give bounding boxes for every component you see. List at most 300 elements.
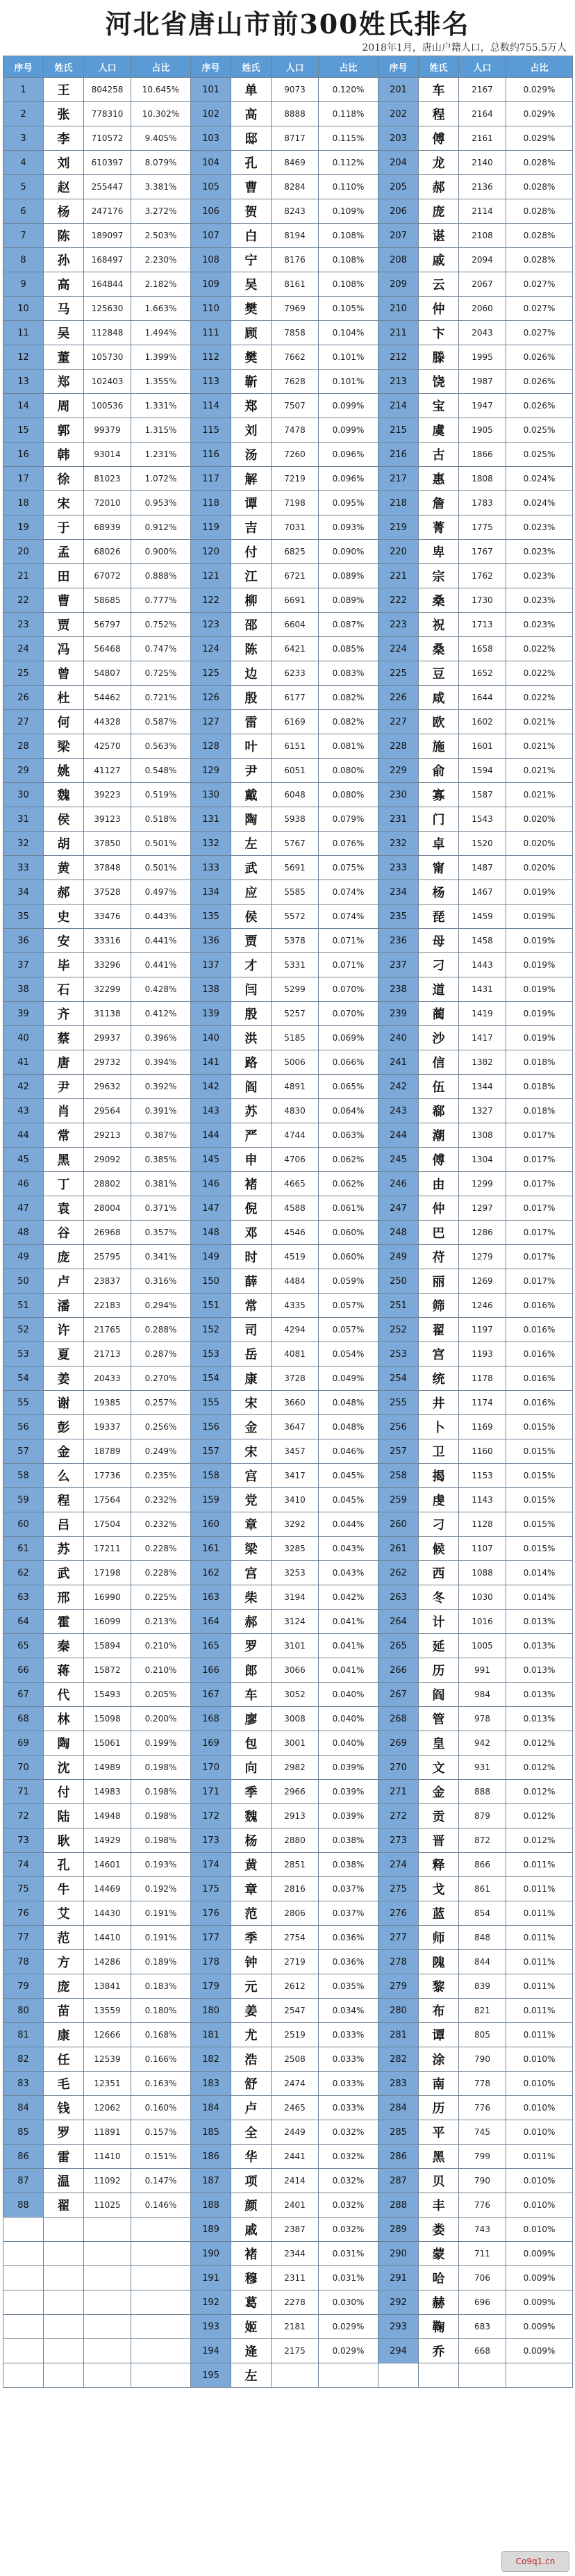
rank-cell: 240: [378, 1026, 419, 1050]
population-cell: 68026: [84, 540, 131, 564]
surname-cell: 岳: [231, 1342, 272, 1367]
table-row: [3, 759, 573, 783]
share-cell: 0.235%: [131, 1464, 191, 1488]
rank-cell: 227: [378, 710, 419, 734]
surname-cell: 谢: [44, 1391, 84, 1415]
share-cell: 0.115%: [319, 126, 378, 151]
surname-cell: 柳: [231, 588, 272, 613]
rank-cell: 119: [191, 515, 231, 540]
population-cell: 2547: [272, 1999, 319, 2023]
surname-cell: 党: [231, 1488, 272, 1512]
surname-cell: 曹: [231, 175, 272, 199]
share-cell: 0.011%: [506, 2023, 573, 2047]
share-cell: 0.015%: [506, 1537, 573, 1561]
population-cell: 29937: [84, 1026, 131, 1050]
rank-cell: 241: [378, 1050, 419, 1075]
table-row: [3, 2339, 573, 2363]
share-cell: 0.019%: [506, 953, 573, 977]
rank-cell: 2: [3, 102, 44, 126]
surname-cell: 于: [44, 515, 84, 540]
rank-cell: 286: [378, 2145, 419, 2169]
population-cell: 2344: [272, 2242, 319, 2266]
population-cell: 33476: [84, 905, 131, 929]
rank-cell: 102: [191, 102, 231, 126]
population-cell: 706: [459, 2266, 506, 2290]
share-cell: 0.019%: [506, 977, 573, 1002]
population-cell: 2161: [459, 126, 506, 151]
table-row: [3, 564, 573, 588]
surname-cell: 逄: [231, 2339, 272, 2363]
table-row: [3, 1245, 573, 1269]
rank-cell: 52: [3, 1318, 44, 1342]
rank-cell: 246: [378, 1172, 419, 1196]
population-cell: 15894: [84, 1634, 131, 1658]
share-cell: 0.147%: [131, 2169, 191, 2193]
population-cell: 3285: [272, 1537, 319, 1561]
surname-cell: 殷: [231, 1002, 272, 1026]
population-cell: 7969: [272, 297, 319, 321]
surname-cell: 翟: [44, 2193, 84, 2218]
surname-cell: 宋: [231, 1439, 272, 1464]
rank-cell: 128: [191, 734, 231, 759]
table-row: [3, 345, 573, 370]
surname-cell: 饶: [419, 370, 459, 394]
population-cell: 14286: [84, 1950, 131, 1974]
population-cell: 888: [459, 1780, 506, 1804]
rank-cell: 252: [378, 1318, 419, 1342]
share-cell: 0.090%: [319, 540, 378, 564]
population-cell: 12666: [84, 2023, 131, 2047]
surname-cell: 钟: [231, 1950, 272, 1974]
rank-cell: 31: [3, 807, 44, 832]
rank-cell: 265: [378, 1634, 419, 1658]
share-cell: 1.072%: [131, 467, 191, 491]
surname-cell: 翟: [419, 1318, 459, 1342]
rank-cell: 23: [3, 613, 44, 637]
population-cell: 1417: [459, 1026, 506, 1050]
share-cell: 0.013%: [506, 1610, 573, 1634]
table-row: [3, 1196, 573, 1221]
population-cell: 2043: [459, 321, 506, 345]
share-cell: 0.066%: [319, 1050, 378, 1075]
rank-cell: 173: [191, 1828, 231, 1853]
population-cell: 29213: [84, 1123, 131, 1148]
rank-cell: 287: [378, 2169, 419, 2193]
population-cell: 4294: [272, 1318, 319, 1342]
share-cell: 0.023%: [506, 588, 573, 613]
surname-cell: 季: [231, 1926, 272, 1950]
rank-cell: 36: [3, 929, 44, 953]
surname-cell: 金: [419, 1780, 459, 1804]
table-row: [3, 1926, 573, 1950]
surname-cell: 俞: [419, 759, 459, 783]
population-cell: 821: [459, 1999, 506, 2023]
table-row: [3, 588, 573, 613]
population-cell: 1246: [459, 1294, 506, 1318]
share-cell: 0.033%: [319, 2047, 378, 2072]
population-cell: 12539: [84, 2047, 131, 2072]
rank-cell: 123: [191, 613, 231, 637]
population-cell: 1286: [459, 1221, 506, 1245]
population-cell: 1299: [459, 1172, 506, 1196]
surname-cell: 苏: [44, 1537, 84, 1561]
share-cell: 0.074%: [319, 905, 378, 929]
surname-cell: 方: [44, 1950, 84, 1974]
table-row: [3, 1756, 573, 1780]
share-cell: 0.030%: [319, 2290, 378, 2315]
surname-cell: 西: [419, 1561, 459, 1585]
population-cell: 1520: [459, 832, 506, 856]
surname-cell: 许: [44, 1318, 84, 1342]
share-cell: 0.034%: [319, 1999, 378, 2023]
rank-cell: 148: [191, 1221, 231, 1245]
surname-cell: 车: [419, 78, 459, 102]
table-row: [3, 1901, 573, 1926]
rank-cell: 244: [378, 1123, 419, 1148]
surname-cell: 贺: [231, 199, 272, 224]
empty-cell: [84, 2290, 131, 2315]
population-cell: 18789: [84, 1439, 131, 1464]
share-cell: 0.412%: [131, 1002, 191, 1026]
table-row: [3, 1002, 573, 1026]
surname-cell: 历: [419, 2096, 459, 2120]
rank-cell: 177: [191, 1926, 231, 1950]
rank-cell: 254: [378, 1367, 419, 1391]
table-row: [3, 2096, 573, 2120]
surname-cell: 金: [231, 1415, 272, 1439]
surname-ranking-table: [3, 56, 573, 2388]
rank-cell: 270: [378, 1756, 419, 1780]
share-cell: 0.391%: [131, 1099, 191, 1123]
share-cell: 0.069%: [319, 1026, 378, 1050]
rank-cell: 253: [378, 1342, 419, 1367]
share-cell: 0.519%: [131, 783, 191, 807]
population-cell: 5185: [272, 1026, 319, 1050]
share-cell: 0.081%: [319, 734, 378, 759]
table-row: [3, 1853, 573, 1877]
share-cell: 0.101%: [319, 345, 378, 370]
surname-cell: 陈: [44, 224, 84, 248]
share-cell: 0.953%: [131, 491, 191, 515]
population-cell: 6177: [272, 686, 319, 710]
surname-cell: 菁: [419, 515, 459, 540]
population-cell: 1543: [459, 807, 506, 832]
population-cell: 8194: [272, 224, 319, 248]
population-cell: 1601: [459, 734, 506, 759]
share-cell: 0.381%: [131, 1172, 191, 1196]
rank-cell: 195: [191, 2363, 231, 2388]
rank-cell: 178: [191, 1950, 231, 1974]
population-cell: 7260: [272, 443, 319, 467]
share-cell: 0.043%: [319, 1561, 378, 1585]
surname-cell: 宫: [419, 1342, 459, 1367]
rank-cell: 232: [378, 832, 419, 856]
rank-cell: 131: [191, 807, 231, 832]
population-cell: 4519: [272, 1245, 319, 1269]
population-cell: 1602: [459, 710, 506, 734]
table-row: [3, 710, 573, 734]
surname-cell: 候: [419, 1537, 459, 1561]
population-cell: 1327: [459, 1099, 506, 1123]
surname-cell: 汤: [231, 443, 272, 467]
surname-cell: 牛: [44, 1877, 84, 1901]
surname-cell: 黄: [44, 856, 84, 880]
population-cell: 1197: [459, 1318, 506, 1342]
rank-cell: 208: [378, 248, 419, 272]
rank-cell: 159: [191, 1488, 231, 1512]
share-cell: 0.028%: [506, 175, 573, 199]
table-row: [3, 637, 573, 661]
surname-cell: 陶: [231, 807, 272, 832]
share-cell: 0.392%: [131, 1075, 191, 1099]
rank-cell: 116: [191, 443, 231, 467]
population-cell: 11092: [84, 2169, 131, 2193]
rank-cell: 156: [191, 1415, 231, 1439]
surname-cell: 范: [231, 1901, 272, 1926]
rank-cell: 167: [191, 1683, 231, 1707]
surname-cell: 沙: [419, 1026, 459, 1050]
rank-cell: 149: [191, 1245, 231, 1269]
population-cell: 4830: [272, 1099, 319, 1123]
rank-cell: 140: [191, 1026, 231, 1050]
share-cell: 0.441%: [131, 953, 191, 977]
rank-cell: 237: [378, 953, 419, 977]
share-cell: 0.888%: [131, 564, 191, 588]
table-row: [3, 1999, 573, 2023]
empty-cell: [131, 2266, 191, 2290]
share-cell: 0.028%: [506, 151, 573, 175]
surname-cell: 马: [44, 297, 84, 321]
share-cell: 0.200%: [131, 1707, 191, 1731]
rank-cell: 132: [191, 832, 231, 856]
rank-cell: 69: [3, 1731, 44, 1756]
surname-cell: 吕: [44, 1512, 84, 1537]
rank-cell: 135: [191, 905, 231, 929]
rank-cell: 43: [3, 1099, 44, 1123]
population-cell: 1088: [459, 1561, 506, 1585]
rank-cell: 45: [3, 1148, 44, 1172]
surname-cell: 程: [44, 1488, 84, 1512]
empty-cell: [131, 2218, 191, 2242]
surname-cell: 布: [419, 1999, 459, 2023]
share-cell: 0.193%: [131, 1853, 191, 1877]
table-row: [3, 1804, 573, 1828]
share-cell: 0.023%: [506, 515, 573, 540]
population-cell: 7858: [272, 321, 319, 345]
table-row: [3, 224, 573, 248]
share-cell: 0.057%: [319, 1318, 378, 1342]
surname-cell: 豆: [419, 661, 459, 686]
surname-cell: 阎: [419, 1683, 459, 1707]
table-row: [3, 1075, 573, 1099]
population-cell: 683: [459, 2315, 506, 2339]
surname-cell: 康: [44, 2023, 84, 2047]
rank-cell: 113: [191, 370, 231, 394]
rank-cell: 4: [3, 151, 44, 175]
rank-cell: 58: [3, 1464, 44, 1488]
empty-cell: [44, 2242, 84, 2266]
surname-cell: 桑: [419, 588, 459, 613]
rank-cell: 145: [191, 1148, 231, 1172]
page-subtitle: 2018年1月，唐山户籍人口，总数约755.5万人: [362, 42, 567, 53]
rank-cell: 278: [378, 1950, 419, 1974]
share-cell: 0.228%: [131, 1537, 191, 1561]
share-cell: 0.075%: [319, 856, 378, 880]
rank-cell: 274: [378, 1853, 419, 1877]
population-cell: 711: [459, 2242, 506, 2266]
surname-cell: 蒋: [44, 1658, 84, 1683]
share-cell: 0.387%: [131, 1123, 191, 1148]
empty-cell: [131, 2290, 191, 2315]
surname-cell: 杜: [44, 686, 84, 710]
share-cell: 0.089%: [319, 564, 378, 588]
population-cell: 1016: [459, 1610, 506, 1634]
population-cell: 839: [459, 1974, 506, 1999]
surname-cell: 邸: [231, 126, 272, 151]
population-cell: 2060: [459, 297, 506, 321]
share-cell: 0.048%: [319, 1415, 378, 1439]
surname-cell: 侯: [44, 807, 84, 832]
surname-cell: 曾: [44, 661, 84, 686]
population-cell: 3194: [272, 1585, 319, 1610]
share-cell: 0.033%: [319, 2023, 378, 2047]
population-cell: 3417: [272, 1464, 319, 1488]
population-cell: 23837: [84, 1269, 131, 1294]
surname-cell: 艾: [44, 1901, 84, 1926]
population-cell: 168497: [84, 248, 131, 272]
surname-cell: 卜: [419, 1415, 459, 1439]
share-cell: 0.029%: [319, 2315, 378, 2339]
rank-cell: 292: [378, 2290, 419, 2315]
population-cell: 743: [459, 2218, 506, 2242]
table-row: [3, 102, 573, 126]
rank-cell: 60: [3, 1512, 44, 1537]
share-cell: 0.042%: [319, 1585, 378, 1610]
rank-cell: 33: [3, 856, 44, 880]
rank-cell: 136: [191, 929, 231, 953]
population-cell: 668: [459, 2339, 506, 2363]
surname-cell: 解: [231, 467, 272, 491]
table-row: [3, 1561, 573, 1585]
table-row: [3, 1610, 573, 1634]
population-cell: 1143: [459, 1488, 506, 1512]
share-cell: 0.024%: [506, 491, 573, 515]
share-cell: 0.228%: [131, 1561, 191, 1585]
share-cell: 0.316%: [131, 1269, 191, 1294]
surname-cell: 边: [231, 661, 272, 686]
rank-cell: 258: [378, 1464, 419, 1488]
header-surname-1: 姓氏: [44, 56, 84, 78]
share-cell: 0.026%: [506, 370, 573, 394]
share-cell: 0.443%: [131, 905, 191, 929]
rank-cell: 271: [378, 1780, 419, 1804]
rank-cell: 161: [191, 1537, 231, 1561]
rank-cell: 86: [3, 2145, 44, 2169]
surname-cell: 梁: [44, 734, 84, 759]
population-cell: 2880: [272, 1828, 319, 1853]
rank-cell: 179: [191, 1974, 231, 1999]
population-cell: 1767: [459, 540, 506, 564]
share-cell: 0.019%: [506, 880, 573, 905]
surname-cell: 邓: [231, 1221, 272, 1245]
share-cell: 0.032%: [319, 2120, 378, 2145]
table-row: [3, 880, 573, 905]
surname-cell: 白: [231, 224, 272, 248]
surname-cell: 吴: [231, 272, 272, 297]
share-cell: 0.080%: [319, 783, 378, 807]
share-cell: 1.663%: [131, 297, 191, 321]
population-cell: 1344: [459, 1075, 506, 1099]
rank-cell: 146: [191, 1172, 231, 1196]
share-cell: 0.009%: [506, 2315, 573, 2339]
share-cell: 0.010%: [506, 2072, 573, 2096]
share-cell: 0.010%: [506, 2193, 573, 2218]
rank-cell: 229: [378, 759, 419, 783]
surname-cell: 洪: [231, 1026, 272, 1050]
rank-cell: 110: [191, 297, 231, 321]
table-row: [3, 1221, 573, 1245]
population-cell: 1030: [459, 1585, 506, 1610]
share-cell: 0.146%: [131, 2193, 191, 2218]
population-cell: 1279: [459, 1245, 506, 1269]
table-row: [3, 199, 573, 224]
surname-cell: 郝: [419, 175, 459, 199]
surname-cell: 章: [231, 1877, 272, 1901]
rank-cell: 285: [378, 2120, 419, 2145]
table-row: [3, 1123, 573, 1148]
share-cell: 0.017%: [506, 1221, 573, 1245]
rank-cell: 147: [191, 1196, 231, 1221]
surname-cell: 虞: [419, 418, 459, 443]
surname-cell: 乔: [419, 2339, 459, 2363]
share-cell: 0.019%: [506, 929, 573, 953]
surname-cell: 徐: [44, 467, 84, 491]
share-cell: 0.023%: [506, 613, 573, 637]
population-cell: 1987: [459, 370, 506, 394]
surname-cell: 季: [231, 1780, 272, 1804]
surname-cell: 仲: [419, 297, 459, 321]
population-cell: 1160: [459, 1439, 506, 1464]
surname-cell: 单: [231, 78, 272, 102]
share-cell: 0.029%: [506, 78, 573, 102]
surname-cell: 殷: [231, 686, 272, 710]
population-cell: 5938: [272, 807, 319, 832]
population-cell: 610397: [84, 151, 131, 175]
table-row: [3, 1318, 573, 1342]
empty-cell: [131, 2242, 191, 2266]
share-cell: 0.011%: [506, 1926, 573, 1950]
rank-cell: 234: [378, 880, 419, 905]
rank-cell: 152: [191, 1318, 231, 1342]
table-row: [3, 467, 573, 491]
population-cell: 2108: [459, 224, 506, 248]
rank-cell: 25: [3, 661, 44, 686]
rank-cell: 163: [191, 1585, 231, 1610]
rank-cell: 201: [378, 78, 419, 102]
rank-cell: 63: [3, 1585, 44, 1610]
population-cell: 790: [459, 2169, 506, 2193]
population-cell: 3101: [272, 1634, 319, 1658]
rank-cell: 280: [378, 1999, 419, 2023]
share-cell: 0.017%: [506, 1196, 573, 1221]
share-cell: 0.063%: [319, 1123, 378, 1148]
table-row: [3, 2315, 573, 2339]
rank-cell: 218: [378, 491, 419, 515]
share-cell: 0.025%: [506, 418, 573, 443]
surname-cell: 刁: [419, 953, 459, 977]
population-cell: 1487: [459, 856, 506, 880]
population-cell: 4706: [272, 1148, 319, 1172]
